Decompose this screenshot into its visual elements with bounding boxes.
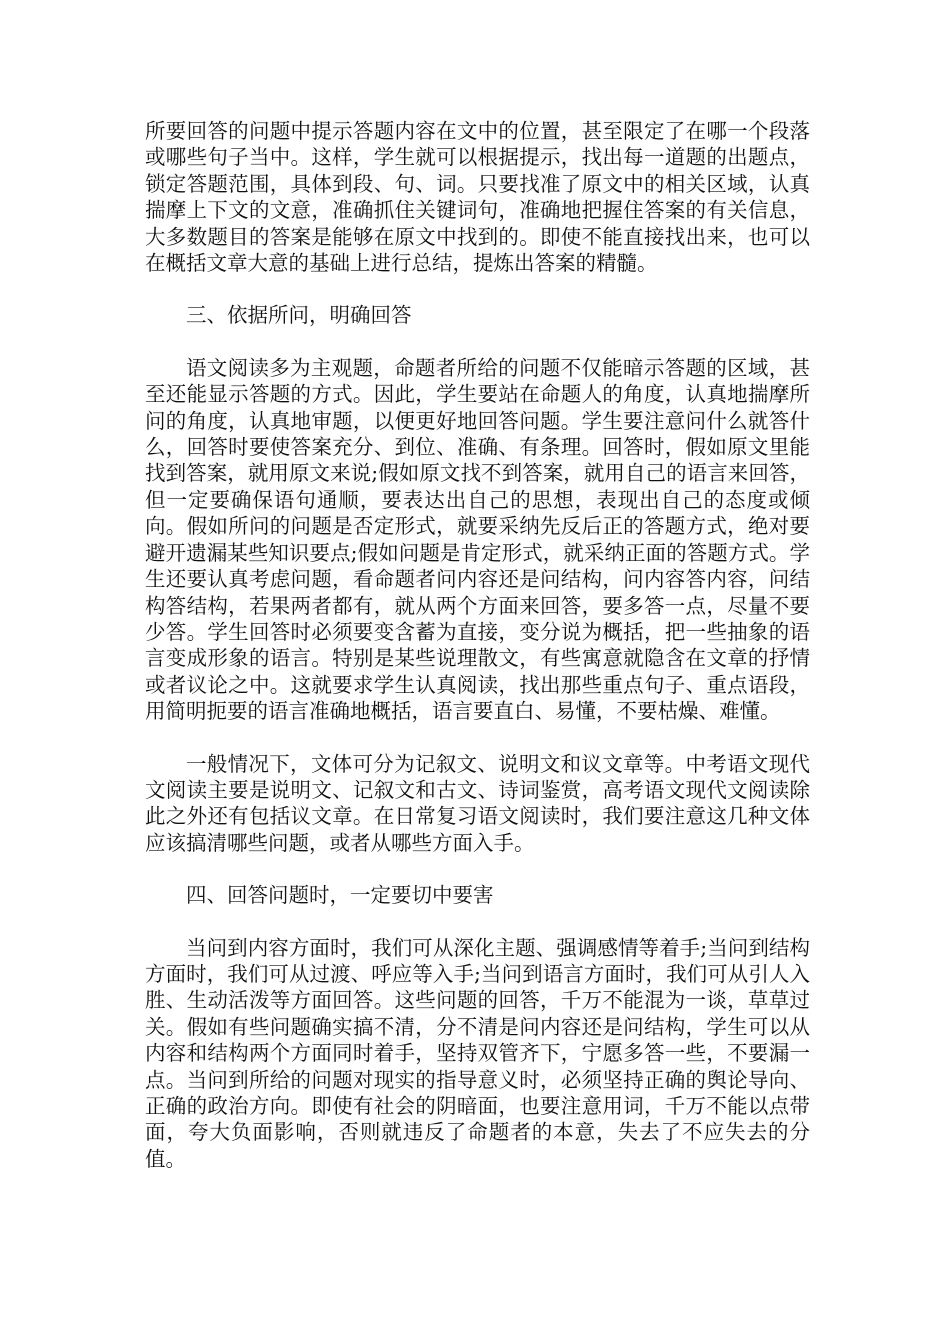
paragraph-text-genres: 一般情况下，文体可分为记叙文、说明文和议文章等。中考语文现代文阅读主要是说明文、记叙文和古文、诗词鉴赏，高考语文现代文阅读除此之外还有包括议文章。在日常复习语文阅读时，我们要注意这几种文体应该搞清哪些问题，或者从哪些方面入手。 xyxy=(145,751,810,855)
paragraph-key-points: 当问到内容方面时，我们可从深化主题、强调感情等着手;当问到结构方面时，我们可从过渡、呼应等入手;当问到语言方面时，我们可从引人入胜、生动活泼等方面回答。这些问题的回答，千万不能混为一谈，草草过关。假如有些问题确实搞不清，分不清是问内容还是问结构，学生可以从内容和结构两个方面同时着手，坚持双管齐下，宁愿多答一些，不要漏一点。当问到所给的问题对现实的指导意义时，必须坚持正确的舆论导向、正确的政治方向。即使有社会的阴暗面，也要注意用词，千万不能以点带面，夸大负面影响，否则就违反了命题者的本意，失去了不应失去的分值。 xyxy=(145,935,810,1171)
paragraph-answer-method: 语文阅读多为主观题，命题者所给的问题不仅能暗示答题的区域，甚至还能显示答题的方式。因此，学生要站在命题人的角度，认真地揣摩所问的角度，认真地审题，以便更好地回答问题。学生要注意问什么就答什么，回答时要使答案充分、到位、准确、有条理。回答时，假如原文里能找到答案，就用原文来说;假如原文找不到答案，就用自己的语言来回答，但一定要确保语句通顺，要表达出自己的思想，表现出自己的态度或倾向。假如所问的问题是否定形式，就要采纳先反后正的答题方式，绝对要避开遗漏某些知识要点;假如问题是肯定形式，就采纳正面的答题方式。学生还要认真考虑问题，看命题者问内容还是问结构，问内容答内容，问结构答结构，若果两者都有，就从两个方面来回答，要多答一点，尽量不要少答。学生回答时必须要变含蓄为直接，变分说为概括，把一些抽象的语言变成形象的语言。特别是某些说理散文，有些寓意就隐含在文章的抒情或者议论之中。这就要求学生认真阅读，找出那些重点句子、重点语段，用简明扼要的语言准确地概括，语言要直白、易懂，不要枯燥、难懂。 xyxy=(145,355,810,724)
document-page xyxy=(145,118,810,1198)
section-heading-4: 四、回答问题时，一定要切中要害 xyxy=(186,883,494,908)
paragraph-continuation: 所要回答的问题中提示答题内容在文中的位置，甚至限定了在哪一个段落或哪些句子当中。这样，学生就可以根据提示，找出每一道题的出题点，锁定答题范围，具体到段、句、词。只要找准了原文中的相关区域，认真揣摩上下文的文意，准确抓住关键词句，准确地把握住答案的有关信息，大多数题目的答案是能够在原文中找到的。即使不能直接找出来，也可以在概括文章大意的基础上进行总结，提炼出答案的精髓。 xyxy=(145,119,810,276)
section-heading-3: 三、依据所问，明确回答 xyxy=(186,303,412,328)
